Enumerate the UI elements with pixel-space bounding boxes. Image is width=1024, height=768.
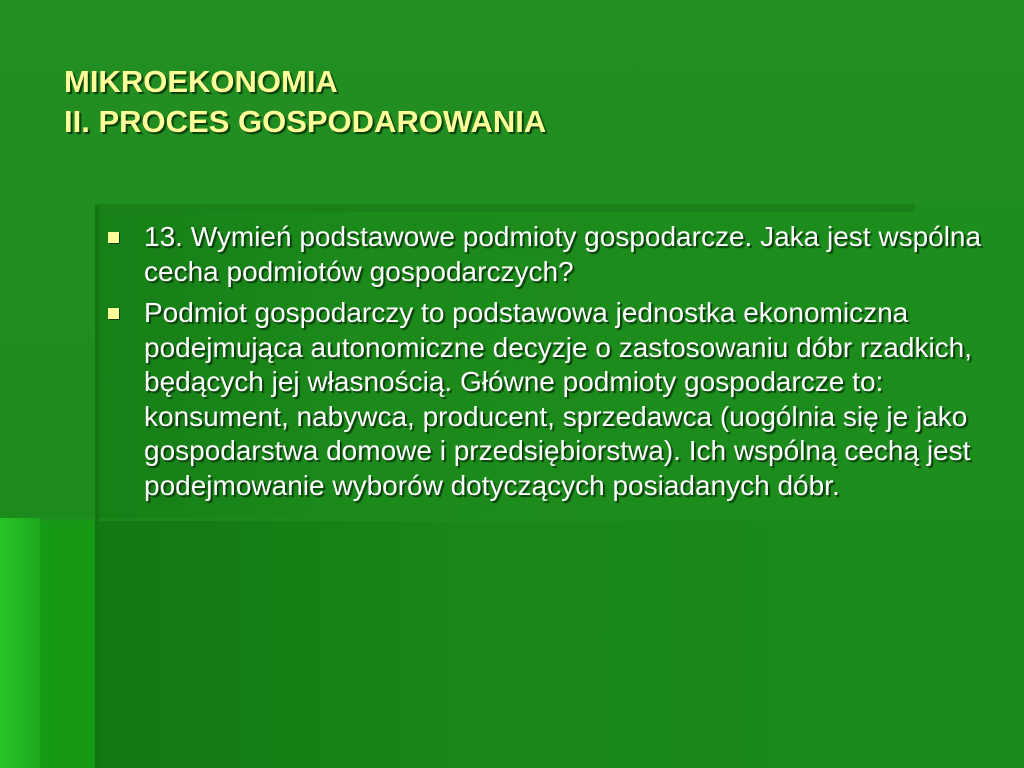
content-panel-top-bar <box>95 204 915 212</box>
bottom-panel-edge <box>36 518 1024 521</box>
bullet-item-question <box>104 220 984 289</box>
bullet-text-answer: Podmiot gospodarczy to podstawowa jednostka ekonomiczna podejmująca autonomiczne decyzje o zastosowaniu dóbr rzadkich, będących jej własnością. Główne podmioty gospodarcze to: konsument, nabywca, producent, sprzedawca (uogólnia się je jako gospodarstwa domowe i przedsiębiorstwa). Ich wspólną cechą jest podejmowanie wyborów dotyczących posiadanych dóbr. <box>144 297 973 501</box>
square-bullet-icon <box>108 232 119 243</box>
bullet-list <box>104 220 984 510</box>
slide-title-line-1: MIKROEKONOMIA <box>64 64 338 99</box>
left-accent-strip <box>0 518 40 768</box>
content-panel-lower-background <box>95 518 1024 768</box>
slide-title-line-2: II. PROCES GOSPODAROWANIA <box>64 104 547 139</box>
bullet-text-question: 13. Wymień podstawowe podmioty gospodarcze. Jaka jest wspólna cecha podmiotów gospodarczych? <box>144 221 982 287</box>
square-bullet-icon <box>108 308 119 319</box>
content-panel-left-edge <box>95 206 99 768</box>
slide-title <box>64 62 546 142</box>
bullet-item-answer <box>104 296 984 503</box>
